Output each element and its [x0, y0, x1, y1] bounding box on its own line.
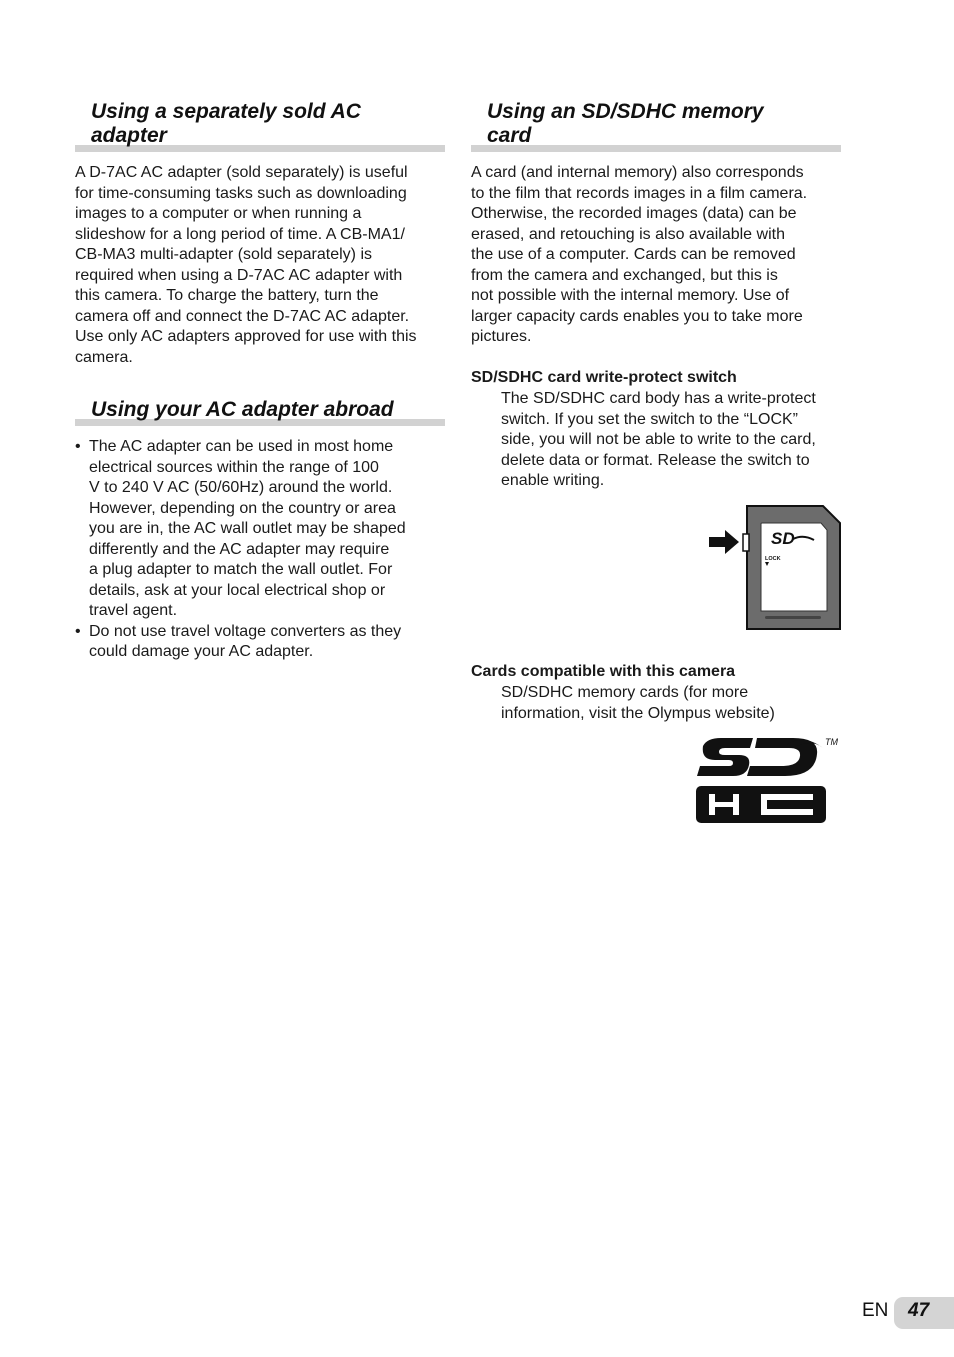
text-line: camera off and connect the D-7AC AC adapter.	[75, 307, 410, 325]
section-heading-ac-adapter	[75, 100, 445, 152]
text-line: to the film that records images in a film camera.	[471, 184, 808, 202]
text-line: The AC adapter can be used in most home	[89, 438, 394, 455]
language-label: EN	[862, 1300, 889, 1321]
heading-line: card	[487, 124, 532, 147]
sd-card-lock-illustration	[707, 504, 843, 632]
text-line: larger capacity cards enables you to take more	[471, 307, 803, 325]
text-line: details, ask at your local electrical shop or	[89, 581, 386, 599]
lock-label: LOCK	[765, 556, 781, 562]
write-protect-title: SD/SDHC card write-protect switch	[471, 369, 737, 386]
text-line: camera.	[75, 348, 133, 366]
text-line: However, depending on the country or area	[89, 499, 396, 517]
compatible-cards-title: Cards compatible with this camera	[471, 663, 736, 680]
section-heading-sd-card	[471, 100, 841, 152]
text-line: slideshow for a long period of time. A CB-MA1/	[75, 225, 405, 243]
text-line: A D-7AC AC adapter (sold separately) is useful	[75, 164, 408, 181]
text-line: delete data or format. Release the switch to	[501, 451, 810, 469]
text-line: The SD/SDHC card body has a write-protect	[501, 390, 816, 407]
heading-line: Using your AC adapter abroad	[91, 398, 394, 421]
hc-logo-icon	[696, 786, 826, 823]
text-line: Otherwise, the recorded images (data) can be	[471, 205, 797, 222]
text-line: Do not use travel voltage converters as they	[89, 622, 402, 640]
heading-line: Using a separately sold AC	[91, 100, 361, 123]
text-line: this camera. To charge the battery, turn the	[75, 287, 379, 304]
bullet-marker: •	[75, 622, 81, 640]
bullet-marker: •	[75, 438, 81, 455]
text-line: differently and the AC adapter may require	[89, 540, 390, 558]
text-line: side, you will not be able to write to the card,	[501, 431, 816, 448]
section-heading-abroad	[75, 398, 445, 426]
text-line: the use of a computer. Cards can be removed	[471, 246, 796, 263]
text-line: enable writing.	[501, 472, 605, 489]
text-line: for time-consuming tasks such as downloading	[75, 184, 407, 202]
text-line: images to a computer or when running a	[75, 205, 362, 222]
text-line: information, visit the Olympus website)	[501, 704, 775, 722]
sd-card-paragraph	[471, 163, 841, 348]
text-line: required when using a D-7AC AC adapter with	[75, 266, 403, 284]
text-line: electrical sources within the range of 100	[89, 458, 379, 476]
text-line: not possible with the internal memory. Use of	[471, 287, 790, 304]
text-line: SD/SDHC memory cards (for more	[501, 684, 749, 701]
text-line: pictures.	[471, 328, 532, 345]
text-line: a plug adapter to match the wall outlet. For	[89, 561, 393, 578]
text-line: could damage your AC adapter.	[89, 643, 314, 660]
text-line: A card (and internal memory) also corresponds	[471, 164, 804, 181]
sd-card-icon	[743, 506, 840, 629]
list-item	[75, 622, 445, 663]
text-line: travel agent.	[89, 602, 178, 619]
sdhc-logo	[695, 734, 843, 826]
abroad-bullet-list	[75, 437, 445, 663]
text-line: erased, and retouching is also available with	[471, 225, 785, 243]
text-line: Use only AC adapters approved for use with this	[75, 328, 417, 345]
heading-line: Using an SD/SDHC memory	[487, 100, 764, 123]
text-line: you are in, the AC wall outlet may be shaped	[89, 520, 406, 537]
sd-logo-icon	[697, 738, 823, 776]
svg-text:SD: SD	[771, 529, 795, 548]
write-protect-paragraph	[501, 389, 841, 492]
text-line: switch. If you set the switch to the “LOCK”	[501, 410, 798, 428]
text-line: from the camera and exchanged, but this is	[471, 266, 778, 284]
text-line: V to 240 V AC (50/60Hz) around the world.	[89, 479, 393, 496]
ac-adapter-paragraph	[75, 163, 445, 368]
page-number: 47	[908, 1300, 930, 1321]
list-item	[75, 437, 445, 622]
heading-line: adapter	[91, 124, 167, 147]
trademark-label: TM	[825, 737, 838, 747]
compatible-cards-paragraph	[501, 683, 841, 724]
arrow-right-icon	[709, 530, 739, 554]
text-line: CB-MA3 multi-adapter (sold separately) is	[75, 246, 372, 263]
